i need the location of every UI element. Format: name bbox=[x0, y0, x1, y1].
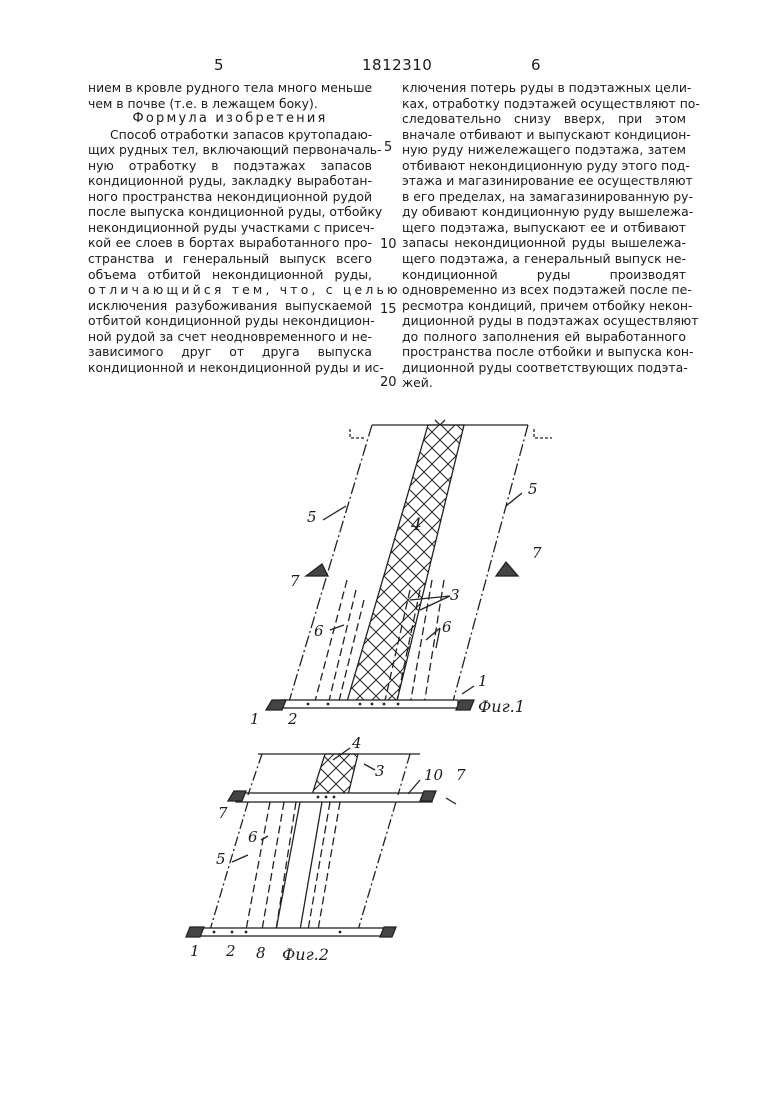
text-line: кой ее слоев в бортах выработанного про- bbox=[88, 235, 372, 251]
line-number: 15 bbox=[380, 302, 397, 317]
text-line: зависимого друг от друга выпуска bbox=[88, 344, 372, 360]
fig2-label-5: 5 bbox=[216, 850, 226, 868]
text-line: ресмотра кондиций, причем отбойку некон- bbox=[402, 297, 693, 313]
fig1-label-5: 5 bbox=[528, 480, 538, 498]
text-line: кондиционной и некондиционной руды и ис- bbox=[88, 359, 384, 375]
text-line: отбивают некондиционную руду этого под- bbox=[402, 157, 690, 173]
line-number: 20 bbox=[380, 375, 397, 390]
text-line: в его пределах, на замагазинированную ру- bbox=[402, 188, 693, 204]
fig2-label-10: 10 bbox=[424, 766, 444, 784]
fig1-label-4: 4 bbox=[411, 515, 422, 535]
text-line: после выпуска кондиционной руды, отбойку bbox=[88, 204, 383, 220]
text-line: нием в кровле рудного тела много меньше bbox=[88, 80, 373, 95]
fig2-label-3: 3 bbox=[375, 762, 385, 780]
text-line: щего подэтажа, а генеральный выпуск не- bbox=[402, 251, 686, 267]
text-line: ного пространства некондиционной рудой bbox=[88, 188, 372, 204]
text-line: исключения разубоживания выпускаемой bbox=[88, 297, 372, 313]
fig1-label-3: 3 bbox=[450, 586, 460, 604]
text-line: некондиционной руды участками с присеч- bbox=[88, 219, 375, 235]
text-line: ду обивают кондиционную руду вышележа- bbox=[402, 204, 694, 220]
fig1-label-6: 6 bbox=[314, 622, 324, 640]
fig1-caption: Фиг.1 bbox=[478, 697, 525, 716]
text-line: ную руду нижележащего подэтажа, затем bbox=[402, 142, 686, 158]
text-line: запасы некондиционной руды вышележа- bbox=[402, 235, 686, 251]
text-line: кондиционной руды производят bbox=[402, 266, 686, 282]
text-line: ключения потерь руды в подэтажных цели- bbox=[402, 80, 692, 95]
fig1-marker-1-left bbox=[266, 700, 286, 710]
text-line: щего подэтажа, выпускают ее и отбивают bbox=[402, 219, 686, 235]
fig1-boundary-right bbox=[452, 425, 528, 705]
text-line: странства и генеральный выпуск всего bbox=[88, 251, 372, 267]
fig1-label-1: 1 bbox=[250, 710, 260, 728]
fig1-label-7: 7 bbox=[290, 572, 300, 590]
fig2-label-7: 7 bbox=[218, 804, 228, 822]
text-line: пространства после отбойки и выпуска кон- bbox=[402, 344, 694, 360]
fig1-label-1: 1 bbox=[478, 672, 488, 690]
text-line: ках, отработку подэтажей осуществляют по- bbox=[402, 95, 700, 111]
fig1-label-7: 7 bbox=[532, 544, 542, 562]
claims-title: Формула изобретения bbox=[132, 111, 328, 127]
text-line: кондиционной руды, закладку выработан- bbox=[88, 173, 372, 189]
text-line: отбитой кондиционной руды некондицион- bbox=[88, 313, 375, 329]
fig1-label-6: 6 bbox=[442, 618, 452, 636]
fig2-label-6: 6 bbox=[248, 828, 258, 846]
text-line: Способ отработки запасов крутопадаю- bbox=[110, 126, 373, 142]
fig2-caption: Фиг.2 bbox=[282, 945, 329, 964]
line-number: 5 bbox=[384, 140, 393, 155]
patent-number: 1812310 bbox=[362, 56, 433, 74]
fig1-marker-7-right bbox=[496, 562, 518, 576]
fig1-label-5: 5 bbox=[307, 508, 317, 526]
text-line: чем в почве (т.е. в лежащем боку). bbox=[88, 95, 318, 111]
text-line: следовательно снизу вверх, при этом bbox=[402, 111, 686, 127]
text-line: одновременно из всех подэтажей после пе- bbox=[402, 282, 692, 298]
fig2-label-1: 1 bbox=[190, 942, 200, 960]
text-line: жей. bbox=[402, 375, 433, 391]
line-number: 10 bbox=[380, 237, 397, 252]
text-line: до полного заполнения ей выработанного bbox=[402, 328, 686, 344]
text-line: этажа и магазинирование ее осуществляют bbox=[402, 173, 693, 189]
fig1-marker-1-right bbox=[456, 700, 474, 710]
fig1-marker-7-left bbox=[306, 564, 328, 576]
page-number-right: 6 bbox=[531, 56, 541, 74]
fig2-label-7: 7 bbox=[456, 766, 466, 784]
fig2-label-4: 4 bbox=[352, 734, 362, 752]
text-line: вначале отбивают и выпускают кондицион- bbox=[402, 126, 691, 142]
text-line: щих рудных тел, включающий первоначаль- bbox=[88, 142, 382, 158]
fig1-label-2: 2 bbox=[288, 710, 298, 728]
fig2-label-8: 8 bbox=[256, 944, 266, 962]
text-line: диционной руды в подэтажах осуществляют bbox=[402, 313, 699, 329]
text-line: объема отбитой некондиционной руды, bbox=[88, 266, 372, 282]
fig2-label-2: 2 bbox=[226, 942, 236, 960]
text-line: диционной руды соответствующих подэта- bbox=[402, 359, 688, 375]
text-line: ную отработку в подэтажах запасов bbox=[88, 157, 372, 173]
text-line: ной рудой за счет неодновременного и не- bbox=[88, 328, 372, 344]
page-number-left: 5 bbox=[214, 56, 224, 74]
text-line: отличающийся тем, что, с целью bbox=[88, 282, 401, 298]
